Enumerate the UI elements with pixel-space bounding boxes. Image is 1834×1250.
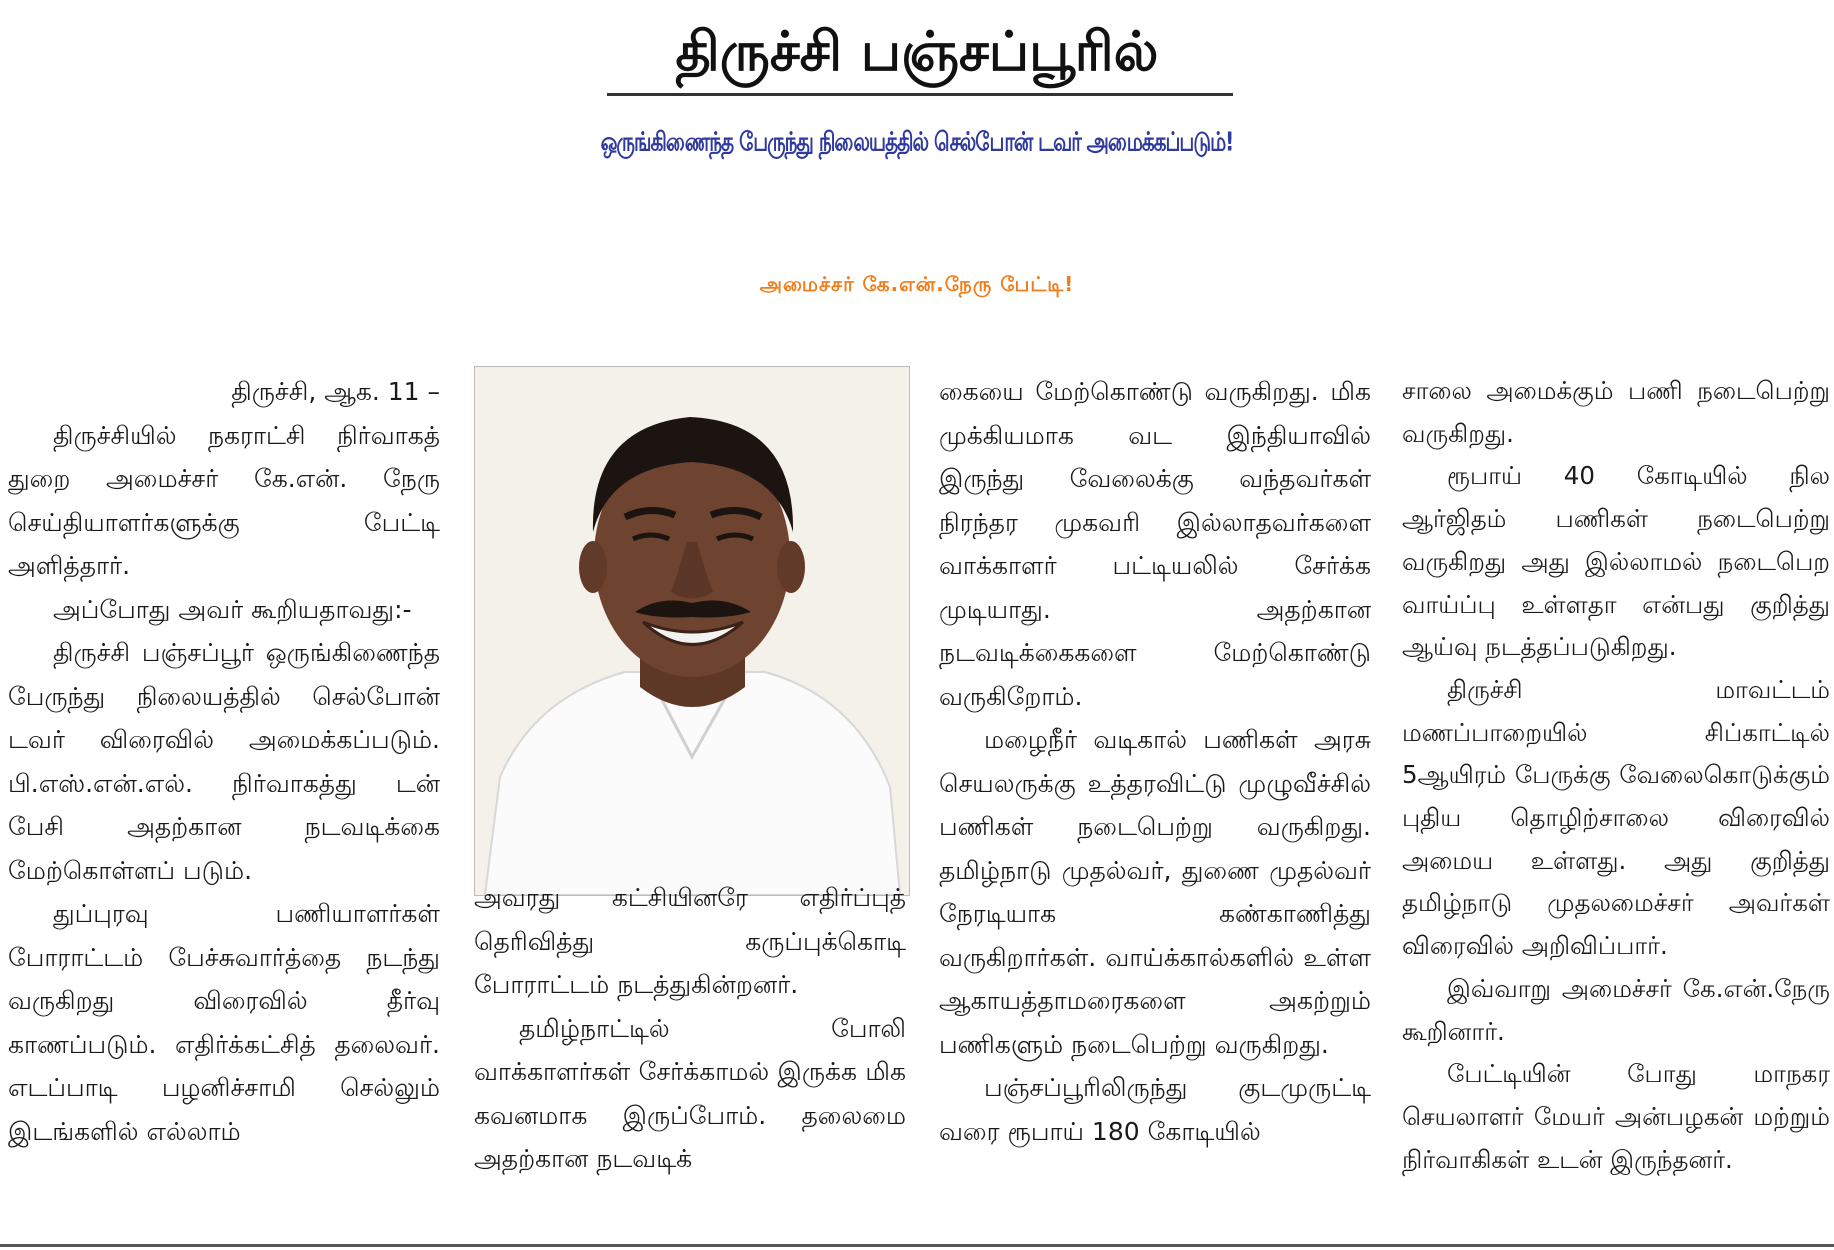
- bottom-border: [0, 1244, 1834, 1247]
- kicker-title: திருச்சி பஞ்சப்பூரில்: [675, 20, 1159, 83]
- paragraph: மழைநீர் வடிகால் பணிகள் அரசு செயலருக்கு உத்தரவிட்டு முழுவீச்சில் பணிகள் நடைபெற்று வருகிறது. தமிழ்நாடு முதல்வர், துணை முதல்வர் நேரடியாக கண்காணித்து வருகிறார்கள். வாய்க்கால்களில் உள்ள ஆகாயத்தாமரைகளை அகற்றும் பணிகளும் நடைபெற்று வருகிறது.: [939, 725, 1371, 1059]
- portrait-illustration: [475, 367, 909, 895]
- paragraph: திருச்சி பஞ்சப்பூர் ஒருங்கிணைந்த பேருந்து நிலையத்தில் செல்போன் டவர் விரைவில் அமைக்கப்படும். பி.எஸ்.என்.எல். நிர்வாகத்து டன் பேசி அதற்கான நடவடிக்கை மேற்கொள்ளப் படும்.: [8, 638, 440, 885]
- paragraph: அப்போது அவர் கூறியதாவது:-: [53, 594, 412, 624]
- dateline: திருச்சி, ஆக. 11 –: [231, 377, 440, 406]
- headline: ஒருங்கிணைந்த பேருந்து நிலையத்தில் செல்போன் டவர் அமைக்கப்படும்!: [600, 126, 1234, 158]
- article-column-3: [939, 370, 1371, 1153]
- paragraph: தமிழ்நாட்டில் போலி வாக்காளர்கள் சேர்க்காமல் இருக்க மிக கவனமாக இருப்போம். தலைமை அதற்கான நடவடிக்: [474, 1013, 906, 1173]
- article-column-2: [474, 876, 906, 1181]
- paragraph: கையை மேற்கொண்டு வருகிறது. மிக முக்கியமாக வட இந்தியாவில் இருந்து வேலைக்கு வந்தவர்கள் நிரந்தர முகவரி இல்லாதவர்களை வாக்காளர் பட்டியலில் சேர்க்க முடியாது. அதற்கான நடவடிக்கைகளை மேற்கொண்டு வருகிறோம்.: [939, 377, 1371, 711]
- subheadline: அமைச்சர் கே.என்.நேரு பேட்டி!: [759, 272, 1075, 296]
- minister-photo: [474, 366, 910, 896]
- paragraph: சாலை அமைக்கும் பணி நடைபெற்று வருகிறது.: [1402, 376, 1830, 448]
- paragraph: துப்புரவு பணியாளர்கள் போராட்டம் பேச்சுவார்த்தை நடந்து வருகிறது விரைவில் தீர்வு காணப்படும். எதிர்க்கட்சித் தலைவர். எடப்பாடி பழனிச்சாமி செல்லும் இடங்களில் எல்லாம்: [8, 899, 440, 1146]
- kicker-underline: [607, 93, 1233, 96]
- paragraph: திருச்சியில் நகராட்சி நிர்வாகத் துறை அமைச்சர் கே.என். நேரு செய்தியாளர்களுக்கு பேட்டி அளித்தார்.: [8, 420, 440, 580]
- paragraph: பேட்டியின் போது மாநகர செயலாளர் மேயர் அன்பழகன் மற்றும் நிர்வாகிகள் உடன் இருந்தனர்.: [1402, 1059, 1830, 1174]
- article-column-4: [1402, 370, 1830, 1181]
- paragraph: திருச்சி மாவட்டம் மணப்பாறையில் சிப்காட்டில் 5ஆயிரம் பேருக்கு வேலைகொடுக்கும் புதிய தொழிற்சாலை விரைவில் அமைய உள்ளது. அது குறித்து தமிழ்நாடு முதலமைச்சர் அவர்கள் விரைவில் அறிவிப்பார்.: [1402, 674, 1830, 961]
- paragraph: பஞ்சப்பூரிலிருந்து குடமுருட்டி வரை ரூபாய் 180 கோடியில்: [939, 1073, 1371, 1146]
- article-column-1: [8, 370, 440, 1153]
- paragraph: ரூபாய் 40 கோடியில் நில ஆர்ஜிதம் பணிகள் நடைபெற்று வருகிறது அது இல்லாமல் நடைபெற வாய்ப்பு உள்ளதா என்பது குறித்து ஆய்வு நடத்தப்படுகிறது.: [1402, 461, 1830, 662]
- paragraph: இவ்வாறு அமைச்சர் கே.என்.நேரு கூறினார்.: [1402, 973, 1830, 1046]
- paragraph: அவரது கட்சியினரே எதிர்ப்புத் தெரிவித்து கருப்புக்கொடி போராட்டம் நடத்துகின்றனர்.: [474, 883, 906, 999]
